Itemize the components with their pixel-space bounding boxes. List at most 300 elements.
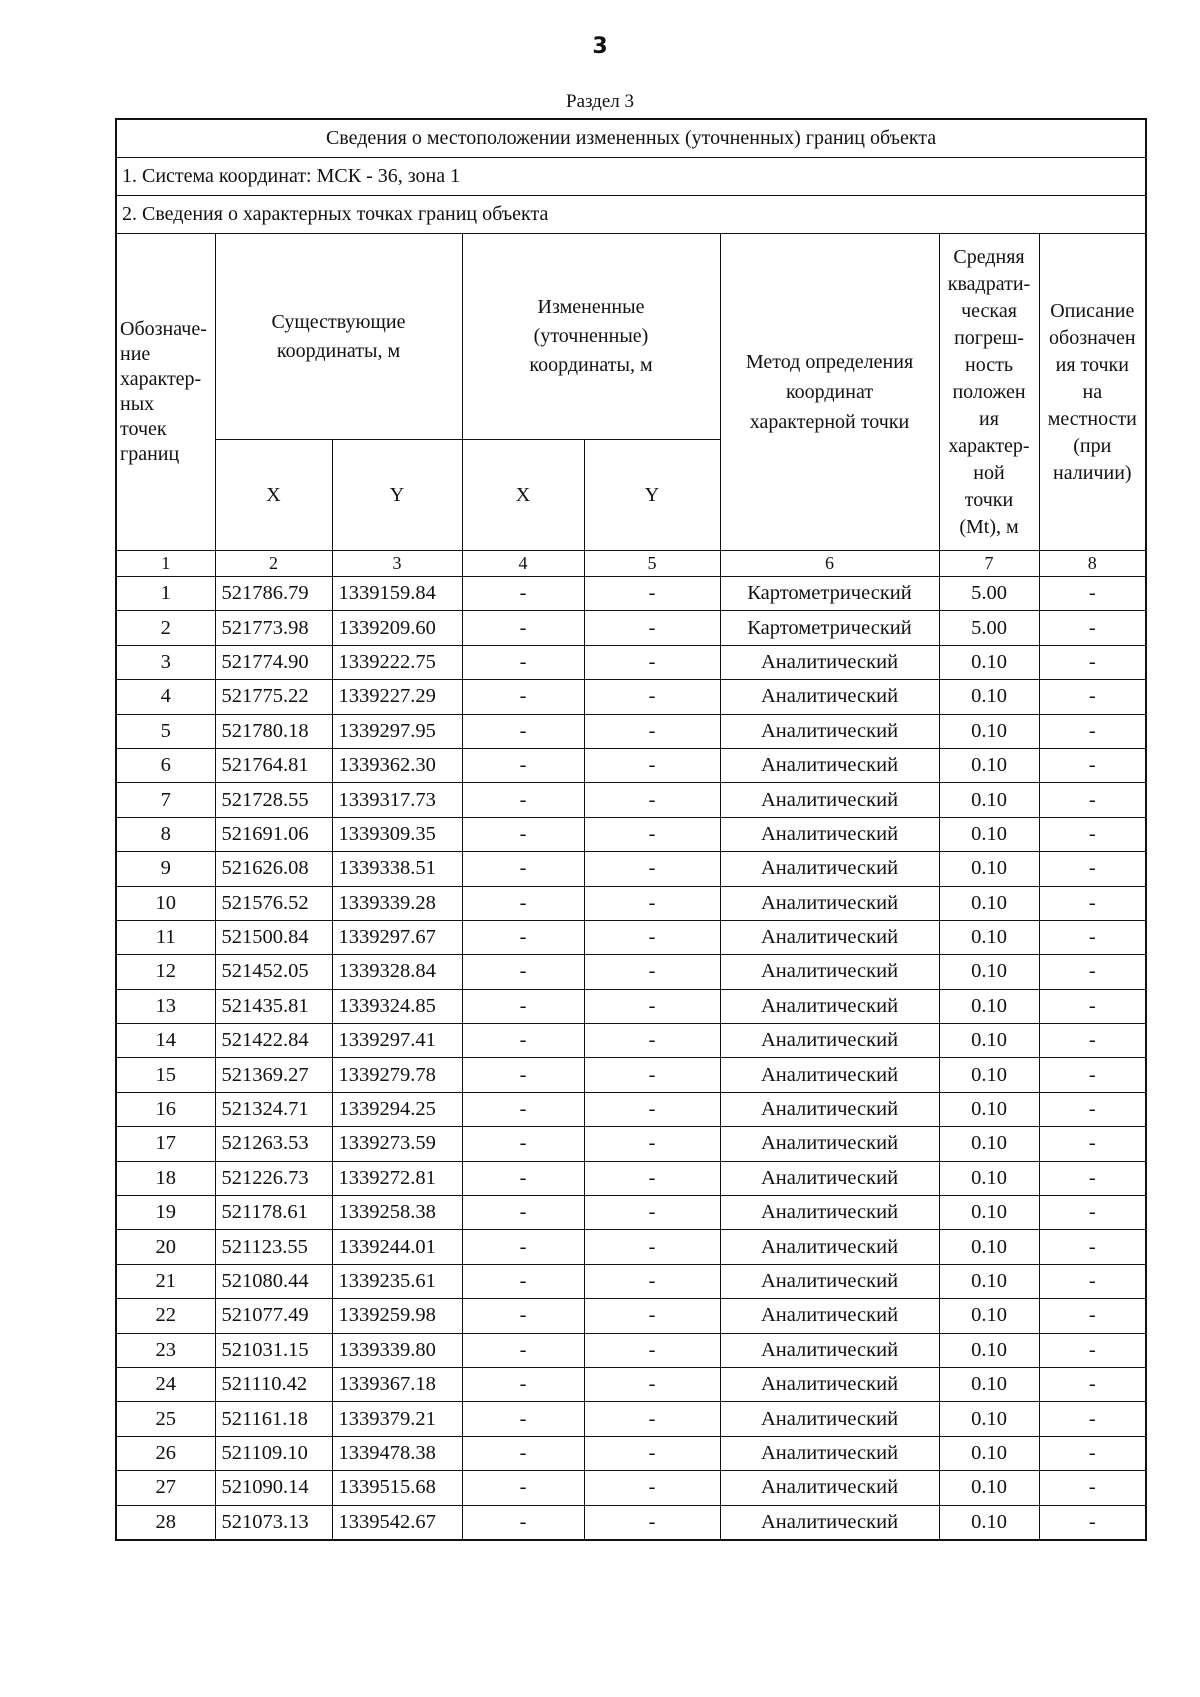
table-row bbox=[116, 783, 1146, 817]
cell-changed-y: - bbox=[584, 886, 720, 920]
coord-system: 1. Система координат: МСК - 36, зона 1 bbox=[116, 158, 1146, 196]
cell-changed-y: - bbox=[584, 989, 720, 1023]
cell-existing-x: 521110.42 bbox=[215, 1367, 332, 1401]
table-row bbox=[116, 1402, 1146, 1436]
cell-description: - bbox=[1039, 989, 1146, 1023]
header-line: координат bbox=[785, 381, 874, 403]
column-number: 1 bbox=[116, 551, 215, 577]
cell-method: Аналитический bbox=[720, 1333, 939, 1367]
cell-changed-y: - bbox=[584, 1161, 720, 1195]
cell-method: Аналитический bbox=[720, 1092, 939, 1126]
cell-existing-x: 521775.22 bbox=[215, 680, 332, 714]
points-heading: 2. Сведения о характерных точках границ объекта bbox=[116, 196, 1146, 234]
cell-changed-y: - bbox=[584, 611, 720, 645]
cell-existing-x: 521324.71 bbox=[215, 1092, 332, 1126]
cell-existing-y: 1339294.25 bbox=[332, 1092, 462, 1126]
cell-existing-x: 521263.53 bbox=[215, 1127, 332, 1161]
header-line: ной bbox=[973, 461, 1005, 484]
header-existing-x: X bbox=[215, 440, 332, 551]
cell-changed-y: - bbox=[584, 1471, 720, 1505]
table-row bbox=[116, 645, 1146, 679]
header-line: местности bbox=[1047, 407, 1137, 430]
cell-mt-error: 0.10 bbox=[939, 920, 1039, 954]
cell-point-number: 10 bbox=[116, 886, 215, 920]
cell-existing-y: 1339515.68 bbox=[332, 1471, 462, 1505]
cell-changed-y: - bbox=[584, 852, 720, 886]
table-row bbox=[116, 680, 1146, 714]
cell-changed-x: - bbox=[462, 920, 584, 954]
table-row bbox=[116, 817, 1146, 851]
cell-point-number: 15 bbox=[116, 1058, 215, 1092]
table-row bbox=[116, 1264, 1146, 1298]
section-label: Раздел 3 bbox=[566, 91, 634, 112]
column-number: 3 bbox=[332, 551, 462, 577]
header-error bbox=[939, 234, 1039, 551]
cell-changed-x: - bbox=[462, 1230, 584, 1264]
cell-point-number: 27 bbox=[116, 1471, 215, 1505]
table-row bbox=[116, 1161, 1146, 1195]
cell-existing-y: 1339339.80 bbox=[332, 1333, 462, 1367]
cell-point-number: 4 bbox=[116, 680, 215, 714]
cell-existing-y: 1339328.84 bbox=[332, 955, 462, 989]
cell-changed-x: - bbox=[462, 817, 584, 851]
cell-changed-y: - bbox=[584, 1264, 720, 1298]
cell-method: Картометрический bbox=[720, 611, 939, 645]
cell-method: Аналитический bbox=[720, 680, 939, 714]
cell-mt-error: 0.10 bbox=[939, 1127, 1039, 1161]
cell-existing-y: 1339159.84 bbox=[332, 577, 462, 611]
cell-existing-x: 521774.90 bbox=[215, 645, 332, 679]
cell-mt-error: 0.10 bbox=[939, 680, 1039, 714]
cell-existing-x: 521077.49 bbox=[215, 1299, 332, 1333]
table-row bbox=[116, 714, 1146, 748]
header-line: Измененные bbox=[537, 296, 645, 318]
cell-mt-error: 0.10 bbox=[939, 1367, 1039, 1401]
table-row bbox=[116, 577, 1146, 611]
table-row bbox=[116, 1333, 1146, 1367]
cell-existing-x: 521773.98 bbox=[215, 611, 332, 645]
cell-existing-y: 1339338.51 bbox=[332, 852, 462, 886]
cell-point-number: 7 bbox=[116, 783, 215, 817]
cell-point-number: 23 bbox=[116, 1333, 215, 1367]
cell-mt-error: 0.10 bbox=[939, 817, 1039, 851]
cell-changed-x: - bbox=[462, 1471, 584, 1505]
header-description bbox=[1039, 234, 1146, 551]
cell-mt-error: 0.10 bbox=[939, 714, 1039, 748]
cell-changed-x: - bbox=[462, 1367, 584, 1401]
header-line: обозначен bbox=[1049, 326, 1136, 349]
cell-method: Аналитический bbox=[720, 955, 939, 989]
cell-changed-y: - bbox=[584, 645, 720, 679]
cell-changed-y: - bbox=[584, 955, 720, 989]
cell-method: Аналитический bbox=[720, 817, 939, 851]
cell-description: - bbox=[1039, 1471, 1146, 1505]
cell-mt-error: 0.10 bbox=[939, 1299, 1039, 1333]
cell-method: Аналитический bbox=[720, 1230, 939, 1264]
table-row bbox=[116, 1024, 1146, 1058]
header-line: точки bbox=[964, 488, 1014, 511]
cell-mt-error: 0.10 bbox=[939, 1436, 1039, 1470]
cell-mt-error: 5.00 bbox=[939, 577, 1039, 611]
boundary-points-table bbox=[115, 118, 1147, 1541]
cell-mt-error: 0.10 bbox=[939, 1058, 1039, 1092]
cell-description: - bbox=[1039, 955, 1146, 989]
cell-changed-x: - bbox=[462, 611, 584, 645]
table-row bbox=[116, 748, 1146, 782]
header-line: точек bbox=[120, 418, 167, 440]
cell-point-number: 18 bbox=[116, 1161, 215, 1195]
cell-changed-x: - bbox=[462, 1127, 584, 1161]
cell-existing-y: 1339227.29 bbox=[332, 680, 462, 714]
cell-method: Аналитический bbox=[720, 1436, 939, 1470]
cell-description: - bbox=[1039, 1505, 1146, 1540]
cell-changed-y: - bbox=[584, 1092, 720, 1126]
cell-changed-y: - bbox=[584, 577, 720, 611]
header-line: Описание bbox=[1050, 299, 1135, 322]
cell-existing-y: 1339272.81 bbox=[332, 1161, 462, 1195]
cell-existing-x: 521452.05 bbox=[215, 955, 332, 989]
cell-point-number: 5 bbox=[116, 714, 215, 748]
cell-mt-error: 0.10 bbox=[939, 955, 1039, 989]
cell-point-number: 28 bbox=[116, 1505, 215, 1540]
cell-method: Аналитический bbox=[720, 1367, 939, 1401]
page-number: 3 bbox=[592, 34, 608, 59]
cell-method: Аналитический bbox=[720, 886, 939, 920]
cell-existing-y: 1339478.38 bbox=[332, 1436, 462, 1470]
table-title: Сведения о местоположении измененных (уточненных) границ объекта bbox=[116, 119, 1146, 158]
cell-mt-error: 0.10 bbox=[939, 989, 1039, 1023]
cell-description: - bbox=[1039, 1333, 1146, 1367]
cell-method: Аналитический bbox=[720, 1161, 939, 1195]
cell-existing-y: 1339209.60 bbox=[332, 611, 462, 645]
cell-method: Аналитический bbox=[720, 852, 939, 886]
cell-description: - bbox=[1039, 783, 1146, 817]
cell-method: Аналитический bbox=[720, 1264, 939, 1298]
header-line: ние bbox=[120, 343, 151, 365]
cell-method: Аналитический bbox=[720, 1402, 939, 1436]
cell-mt-error: 0.10 bbox=[939, 1161, 1039, 1195]
cell-changed-y: - bbox=[584, 714, 720, 748]
cell-mt-error: 0.10 bbox=[939, 1024, 1039, 1058]
cell-changed-y: - bbox=[584, 1505, 720, 1540]
cell-mt-error: 0.10 bbox=[939, 645, 1039, 679]
table-row bbox=[116, 1196, 1146, 1230]
cell-changed-y: - bbox=[584, 1299, 720, 1333]
cell-description: - bbox=[1039, 645, 1146, 679]
cell-existing-y: 1339222.75 bbox=[332, 645, 462, 679]
cell-point-number: 8 bbox=[116, 817, 215, 851]
header-line: ность bbox=[965, 353, 1013, 376]
cell-method: Аналитический bbox=[720, 1196, 939, 1230]
cell-method: Аналитический bbox=[720, 748, 939, 782]
cell-existing-x: 521226.73 bbox=[215, 1161, 332, 1195]
cell-mt-error: 0.10 bbox=[939, 748, 1039, 782]
cell-description: - bbox=[1039, 1161, 1146, 1195]
cell-description: - bbox=[1039, 1196, 1146, 1230]
cell-point-number: 19 bbox=[116, 1196, 215, 1230]
cell-mt-error: 0.10 bbox=[939, 1505, 1039, 1540]
cell-point-number: 21 bbox=[116, 1264, 215, 1298]
cell-changed-x: - bbox=[462, 955, 584, 989]
cell-existing-y: 1339297.95 bbox=[332, 714, 462, 748]
cell-description: - bbox=[1039, 1402, 1146, 1436]
cell-changed-x: - bbox=[462, 1505, 584, 1540]
cell-description: - bbox=[1039, 680, 1146, 714]
header-line: ия bbox=[979, 407, 999, 430]
cell-changed-x: - bbox=[462, 577, 584, 611]
cell-existing-x: 521161.18 bbox=[215, 1402, 332, 1436]
cell-changed-x: - bbox=[462, 680, 584, 714]
cell-existing-x: 521090.14 bbox=[215, 1471, 332, 1505]
cell-changed-x: - bbox=[462, 1161, 584, 1195]
header-line: ия точки bbox=[1055, 353, 1129, 376]
cell-changed-x: - bbox=[462, 886, 584, 920]
cell-method: Аналитический bbox=[720, 645, 939, 679]
header-line: (Mt), м bbox=[959, 515, 1019, 538]
cell-point-number: 20 bbox=[116, 1230, 215, 1264]
header-line: границ bbox=[120, 443, 180, 465]
cell-existing-y: 1339297.41 bbox=[332, 1024, 462, 1058]
cell-changed-y: - bbox=[584, 783, 720, 817]
cell-existing-x: 521109.10 bbox=[215, 1436, 332, 1470]
cell-mt-error: 0.10 bbox=[939, 783, 1039, 817]
header-line: квадрати- bbox=[947, 272, 1031, 295]
cell-description: - bbox=[1039, 1264, 1146, 1298]
cell-point-number: 12 bbox=[116, 955, 215, 989]
cell-description: - bbox=[1039, 1024, 1146, 1058]
cell-point-number: 25 bbox=[116, 1402, 215, 1436]
cell-point-number: 13 bbox=[116, 989, 215, 1023]
column-number: 2 bbox=[215, 551, 332, 577]
header-line: координаты, м bbox=[276, 339, 401, 362]
cell-point-number: 22 bbox=[116, 1299, 215, 1333]
header-line: ных bbox=[120, 393, 155, 415]
cell-description: - bbox=[1039, 1127, 1146, 1161]
cell-changed-x: - bbox=[462, 645, 584, 679]
cell-existing-x: 521123.55 bbox=[215, 1230, 332, 1264]
cell-description: - bbox=[1039, 1436, 1146, 1470]
header-line: погреш- bbox=[954, 326, 1024, 349]
cell-changed-y: - bbox=[584, 1127, 720, 1161]
table-row bbox=[116, 1127, 1146, 1161]
header-line: Метод определения bbox=[745, 351, 914, 373]
cell-changed-x: - bbox=[462, 748, 584, 782]
cell-description: - bbox=[1039, 1299, 1146, 1333]
cell-mt-error: 0.10 bbox=[939, 1402, 1039, 1436]
cell-method: Аналитический bbox=[720, 1471, 939, 1505]
cell-existing-x: 521500.84 bbox=[215, 920, 332, 954]
cell-existing-x: 521576.52 bbox=[215, 886, 332, 920]
cell-description: - bbox=[1039, 748, 1146, 782]
cell-method: Аналитический bbox=[720, 989, 939, 1023]
header-line: Обозначе- bbox=[120, 318, 207, 340]
cell-existing-x: 521786.79 bbox=[215, 577, 332, 611]
cell-changed-x: - bbox=[462, 1092, 584, 1126]
header-line: Средняя bbox=[953, 245, 1025, 268]
cell-point-number: 11 bbox=[116, 920, 215, 954]
cell-description: - bbox=[1039, 611, 1146, 645]
cell-changed-x: - bbox=[462, 714, 584, 748]
table-row bbox=[116, 852, 1146, 886]
cell-changed-x: - bbox=[462, 1333, 584, 1367]
cell-method: Аналитический bbox=[720, 920, 939, 954]
table-row bbox=[116, 1436, 1146, 1470]
cell-changed-y: - bbox=[584, 1024, 720, 1058]
header-changed-y: Y bbox=[584, 440, 720, 551]
table-row bbox=[116, 611, 1146, 645]
table-row bbox=[116, 1230, 1146, 1264]
cell-mt-error: 0.10 bbox=[939, 886, 1039, 920]
header-line: характер- bbox=[948, 434, 1030, 457]
cell-mt-error: 0.10 bbox=[939, 852, 1039, 886]
table-row bbox=[116, 920, 1146, 954]
header-existing-y: Y bbox=[332, 440, 462, 551]
cell-mt-error: 0.10 bbox=[939, 1471, 1039, 1505]
cell-changed-y: - bbox=[584, 1402, 720, 1436]
cell-method: Аналитический bbox=[720, 1024, 939, 1058]
column-number: 5 bbox=[584, 551, 720, 577]
cell-changed-x: - bbox=[462, 1196, 584, 1230]
cell-changed-x: - bbox=[462, 852, 584, 886]
column-number: 8 bbox=[1039, 551, 1146, 577]
cell-existing-y: 1339324.85 bbox=[332, 989, 462, 1023]
cell-existing-y: 1339317.73 bbox=[332, 783, 462, 817]
cell-changed-x: - bbox=[462, 783, 584, 817]
header-designation bbox=[116, 234, 215, 551]
cell-changed-y: - bbox=[584, 1333, 720, 1367]
cell-existing-x: 521435.81 bbox=[215, 989, 332, 1023]
cell-existing-y: 1339379.21 bbox=[332, 1402, 462, 1436]
header-existing-coords bbox=[215, 234, 462, 440]
cell-changed-y: - bbox=[584, 748, 720, 782]
header-line: положен bbox=[952, 380, 1026, 403]
cell-existing-x: 521780.18 bbox=[215, 714, 332, 748]
cell-mt-error: 0.10 bbox=[939, 1196, 1039, 1230]
cell-description: - bbox=[1039, 1230, 1146, 1264]
cell-existing-x: 521728.55 bbox=[215, 783, 332, 817]
header-changed-x: X bbox=[462, 440, 584, 551]
cell-existing-y: 1339235.61 bbox=[332, 1264, 462, 1298]
cell-description: - bbox=[1039, 852, 1146, 886]
cell-description: - bbox=[1039, 886, 1146, 920]
header-line: Существующие bbox=[271, 310, 406, 333]
cell-point-number: 1 bbox=[116, 577, 215, 611]
cell-existing-y: 1339542.67 bbox=[332, 1505, 462, 1540]
header-changed-coords bbox=[462, 234, 720, 440]
table-row bbox=[116, 1471, 1146, 1505]
cell-changed-x: - bbox=[462, 1024, 584, 1058]
cell-changed-x: - bbox=[462, 989, 584, 1023]
column-number: 6 bbox=[720, 551, 939, 577]
cell-changed-x: - bbox=[462, 1402, 584, 1436]
table-row bbox=[116, 1058, 1146, 1092]
column-number: 4 bbox=[462, 551, 584, 577]
table-row bbox=[116, 1092, 1146, 1126]
header-line: наличии) bbox=[1053, 461, 1132, 484]
cell-existing-x: 521369.27 bbox=[215, 1058, 332, 1092]
table-row bbox=[116, 1505, 1146, 1540]
cell-existing-y: 1339297.67 bbox=[332, 920, 462, 954]
cell-description: - bbox=[1039, 1367, 1146, 1401]
cell-existing-x: 521764.81 bbox=[215, 748, 332, 782]
cell-point-number: 17 bbox=[116, 1127, 215, 1161]
cell-existing-y: 1339367.18 bbox=[332, 1367, 462, 1401]
cell-point-number: 26 bbox=[116, 1436, 215, 1470]
cell-changed-x: - bbox=[462, 1058, 584, 1092]
column-numbers-row bbox=[116, 551, 1146, 577]
cell-method: Аналитический bbox=[720, 1058, 939, 1092]
cell-point-number: 2 bbox=[116, 611, 215, 645]
cell-existing-x: 521080.44 bbox=[215, 1264, 332, 1298]
cell-changed-y: - bbox=[584, 680, 720, 714]
header-line: (уточненные) bbox=[533, 325, 649, 347]
cell-mt-error: 0.10 bbox=[939, 1333, 1039, 1367]
cell-existing-y: 1339279.78 bbox=[332, 1058, 462, 1092]
header-line: ческая bbox=[961, 299, 1017, 322]
cell-method: Аналитический bbox=[720, 1299, 939, 1333]
cell-mt-error: 0.10 bbox=[939, 1092, 1039, 1126]
cell-existing-x: 521031.15 bbox=[215, 1333, 332, 1367]
cell-existing-x: 521073.13 bbox=[215, 1505, 332, 1540]
cell-changed-x: - bbox=[462, 1299, 584, 1333]
cell-changed-y: - bbox=[584, 1436, 720, 1470]
cell-changed-y: - bbox=[584, 920, 720, 954]
cell-existing-x: 521626.08 bbox=[215, 852, 332, 886]
cell-description: - bbox=[1039, 920, 1146, 954]
cell-existing-x: 521422.84 bbox=[215, 1024, 332, 1058]
cell-existing-y: 1339259.98 bbox=[332, 1299, 462, 1333]
cell-mt-error: 5.00 bbox=[939, 611, 1039, 645]
cell-point-number: 9 bbox=[116, 852, 215, 886]
column-number: 7 bbox=[939, 551, 1039, 577]
table-row bbox=[116, 955, 1146, 989]
cell-description: - bbox=[1039, 714, 1146, 748]
cell-existing-y: 1339273.59 bbox=[332, 1127, 462, 1161]
cell-changed-x: - bbox=[462, 1264, 584, 1298]
cell-point-number: 24 bbox=[116, 1367, 215, 1401]
cell-description: - bbox=[1039, 1058, 1146, 1092]
table-row bbox=[116, 989, 1146, 1023]
cell-point-number: 6 bbox=[116, 748, 215, 782]
cell-point-number: 14 bbox=[116, 1024, 215, 1058]
cell-method: Аналитический bbox=[720, 783, 939, 817]
header-line: на bbox=[1082, 380, 1103, 403]
cell-description: - bbox=[1039, 1092, 1146, 1126]
cell-point-number: 16 bbox=[116, 1092, 215, 1126]
cell-method: Аналитический bbox=[720, 714, 939, 748]
cell-description: - bbox=[1039, 817, 1146, 851]
cell-existing-x: 521178.61 bbox=[215, 1196, 332, 1230]
table-row bbox=[116, 1299, 1146, 1333]
cell-changed-y: - bbox=[584, 1058, 720, 1092]
cell-existing-y: 1339339.28 bbox=[332, 886, 462, 920]
header-line: характер- bbox=[120, 368, 202, 390]
cell-point-number: 3 bbox=[116, 645, 215, 679]
cell-mt-error: 0.10 bbox=[939, 1230, 1039, 1264]
cell-existing-y: 1339309.35 bbox=[332, 817, 462, 851]
cell-changed-x: - bbox=[462, 1436, 584, 1470]
table-row bbox=[116, 1367, 1146, 1401]
cell-changed-y: - bbox=[584, 1367, 720, 1401]
header-line: характерной точки bbox=[749, 411, 910, 433]
cell-existing-y: 1339258.38 bbox=[332, 1196, 462, 1230]
cell-changed-y: - bbox=[584, 817, 720, 851]
cell-existing-x: 521691.06 bbox=[215, 817, 332, 851]
header-line: (при bbox=[1073, 434, 1112, 457]
cell-existing-y: 1339362.30 bbox=[332, 748, 462, 782]
cell-mt-error: 0.10 bbox=[939, 1264, 1039, 1298]
cell-existing-y: 1339244.01 bbox=[332, 1230, 462, 1264]
